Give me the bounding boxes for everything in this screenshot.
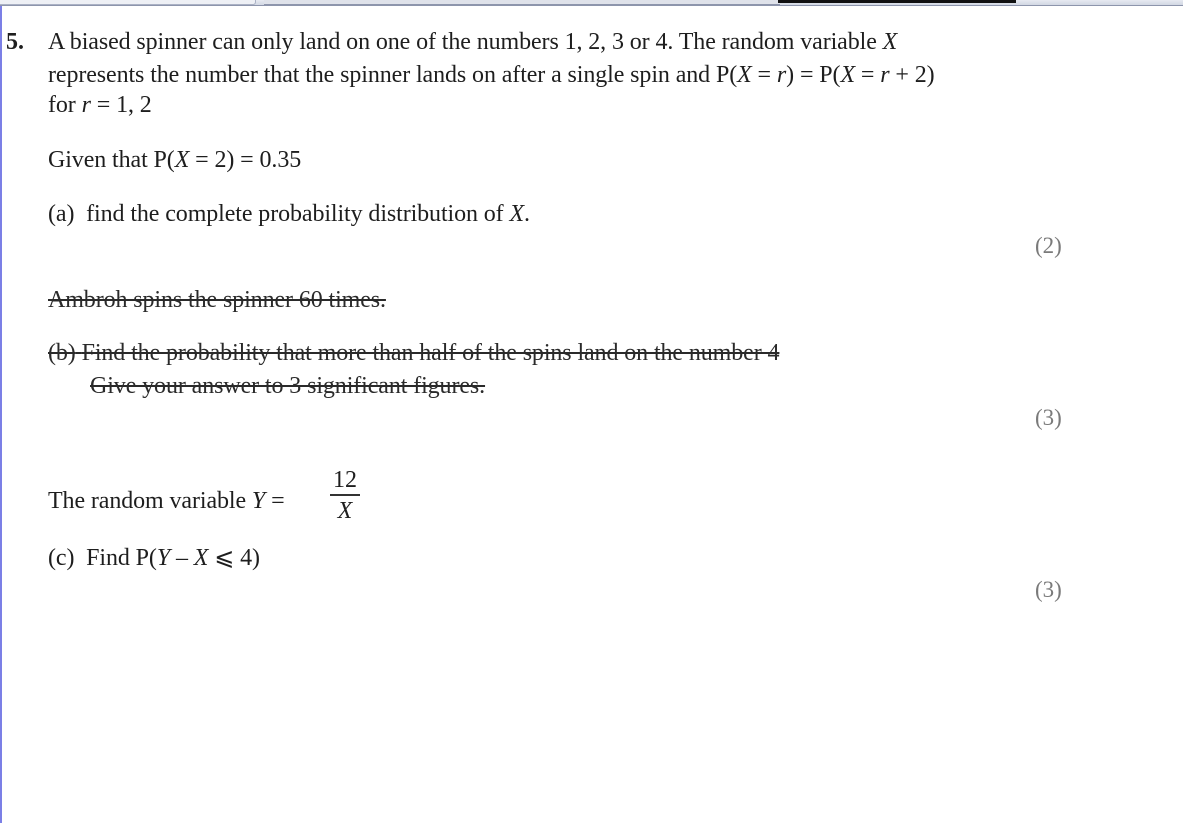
variable-x: X: [882, 29, 898, 55]
minus-sign: –: [170, 545, 194, 571]
variable-r: r: [880, 62, 890, 88]
question-number: 5.: [6, 29, 24, 55]
exam-page: [0, 6, 1183, 823]
variable-x: X: [174, 147, 190, 173]
intro-text: =: [751, 62, 777, 88]
part-b-marks: (3): [1035, 405, 1062, 430]
fraction-numerator: 12: [333, 467, 357, 493]
given-text: Given that P(: [48, 147, 175, 173]
part-c: [48, 544, 260, 572]
window-tab-left[interactable]: [0, 0, 256, 5]
variable-x: X: [509, 201, 525, 227]
part-b-label: (b): [48, 340, 76, 366]
variable-r: r: [776, 62, 787, 88]
variable-y: Y: [251, 488, 266, 514]
fraction-bar: [330, 494, 360, 496]
part-a: [48, 200, 530, 228]
part-b-text: Find the probability that more than half of the spins land on the number 4: [81, 340, 780, 366]
given-statement: [48, 146, 301, 174]
struck-context: Ambroh spins the spinner 60 times.: [48, 287, 386, 313]
variable-r: r: [81, 92, 91, 118]
window-dark-bar: [778, 0, 1016, 3]
equals-sign: =: [265, 488, 285, 514]
part-b-line-1: [48, 339, 779, 367]
window-tab-middle[interactable]: [264, 0, 780, 5]
intro-line-1: [48, 28, 897, 56]
part-c-text: Find P(: [86, 545, 157, 571]
part-a-text: find the complete probability distribution of: [86, 201, 510, 227]
intro-text: = 1, 2: [90, 92, 152, 118]
intro-line-2: [48, 61, 935, 89]
fraction-denominator: X: [337, 497, 353, 524]
intro-text: for: [48, 92, 82, 118]
fraction-12-over-x: [330, 467, 360, 524]
part-a-marks: (2): [1035, 233, 1062, 258]
part-a-text-end: .: [524, 201, 530, 227]
variable-x: X: [840, 62, 855, 88]
variable-y: Y: [156, 545, 171, 571]
intro-text: =: [855, 62, 881, 88]
intro-text: + 2): [889, 62, 935, 88]
part-c-marks: (3): [1035, 577, 1062, 602]
part-c-text-end: ⩽ 4): [208, 545, 260, 571]
intro-line-3: [48, 91, 152, 119]
definition-text: The random variable: [48, 488, 252, 514]
variable-x: X: [193, 545, 209, 571]
intro-text: represents the number that the spinner lands on after a single spin and P(: [48, 62, 738, 88]
intro-text: ) = P(: [786, 62, 841, 88]
intro-text: A biased spinner can only land on one of the numbers 1, 2, 3 or 4. The random variable: [48, 29, 883, 55]
definition-y: [48, 487, 285, 515]
part-b-line-2: Give your answer to 3 significant figures.: [90, 373, 486, 399]
given-text: = 2) = 0.35: [189, 147, 302, 173]
variable-x: X: [737, 62, 752, 88]
part-c-label: (c): [48, 545, 75, 571]
part-a-label: (a): [48, 201, 75, 227]
